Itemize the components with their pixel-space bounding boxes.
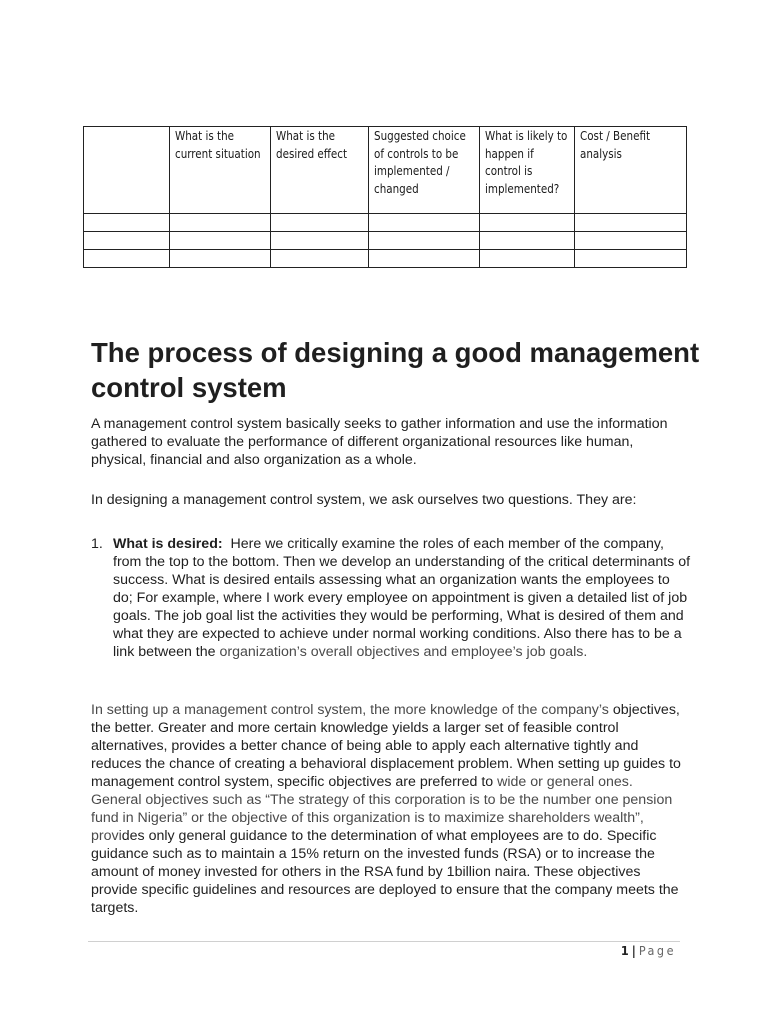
table-cell [271, 214, 369, 232]
table-cell [369, 250, 480, 268]
table-header-cell: Suggested choice of controls to be implemented / changed [369, 127, 480, 214]
table-header-cell: What is the current situation [170, 127, 271, 214]
table-header-row [84, 127, 687, 214]
table-cell [271, 232, 369, 250]
table-cell [84, 232, 170, 250]
table-cell [271, 250, 369, 268]
footer-divider [88, 941, 680, 942]
table-cell [480, 232, 575, 250]
table-cell [575, 232, 687, 250]
table-cell [84, 250, 170, 268]
objectives-paragraph-part-a: In setting up a management control system, the more knowledge of the company’s [91, 702, 609, 718]
table-cell [84, 214, 170, 232]
table-cell [170, 214, 271, 232]
table-cell [480, 214, 575, 232]
footer-separator: | [631, 943, 636, 958]
objectives-paragraph [91, 701, 683, 917]
list-item [113, 535, 691, 661]
table-row [84, 250, 687, 268]
list-item-number: 1. [91, 536, 103, 552]
table-header-cell [84, 127, 170, 214]
table-cell [575, 250, 687, 268]
page-footer [621, 943, 676, 958]
list-item-text: Here we critically examine the roles of each member of the company, from the top to the bottom. Then we develop an understanding of the critical determinants of success. What is desired entails assessing what an organization wants the employees to do; For example, where I work every employee on appointment is given a detailed list of job goals. The job goal list the activities they would be performing, What is desired of them and what they are expected to achieve under normal working conditions. Also there has to be a link between the [113, 536, 691, 660]
table-row [84, 232, 687, 250]
table-header-cell: What is the desired effect [271, 127, 369, 214]
table-cell [575, 214, 687, 232]
table-row [84, 214, 687, 232]
table-header-cell: What is likely to happen if control is implemented? [480, 127, 575, 214]
intro-paragraph: A management control system basically seeks to gather information and use the information gathered to evaluate the performance of different organizational resources like human, physical, financial and also organization as a whole. [91, 416, 668, 468]
objectives-paragraph-part-c: wide or general ones. General objectives such as “The strategy of this corporation is to be the number one pension fund in Nigeria” or the objective of this organization is to maximize shareholders wealth”, provi [91, 774, 673, 844]
table-cell [369, 232, 480, 250]
questions-intro-paragraph: In designing a management control system, we ask ourselves two questions. They are: [91, 492, 637, 508]
table-header-cell: Cost / Benefit analysis [575, 127, 687, 214]
section-heading: The process of designing a good management control system [91, 337, 700, 403]
control-design-table [83, 126, 687, 268]
page-label: Page [638, 943, 676, 958]
table-cell [480, 250, 575, 268]
numbered-list [91, 535, 691, 661]
list-item-text-continued: organization’s overall objectives and employee’s job goals. [219, 644, 588, 660]
objectives-paragraph-part-b: objectives, the better. Greater and more certain knowledge yields a larger set of feasible control alternatives, provides a better chance of being able to apply each alternative tightly and reduces the chance of creating a behavioral displacement problem. When setting up guides to management control system, specific objectives are preferred to [91, 702, 681, 790]
table-cell [170, 250, 271, 268]
objectives-paragraph-part-d: des only general guidance to the determination of what employees are to do. Specific guidance such as to maintain a 15% return on the invested funds (RSA) or to increase the amount of money invested for others in the RSA fund by 1billion naira. These objectives provide specific guidelines and resources are deployed to ensure that the company meets the targets. [91, 828, 679, 916]
list-item-lead: What is desired: [113, 536, 223, 552]
table-cell [170, 232, 271, 250]
table-cell [369, 214, 480, 232]
page-number: 1 [620, 943, 629, 958]
